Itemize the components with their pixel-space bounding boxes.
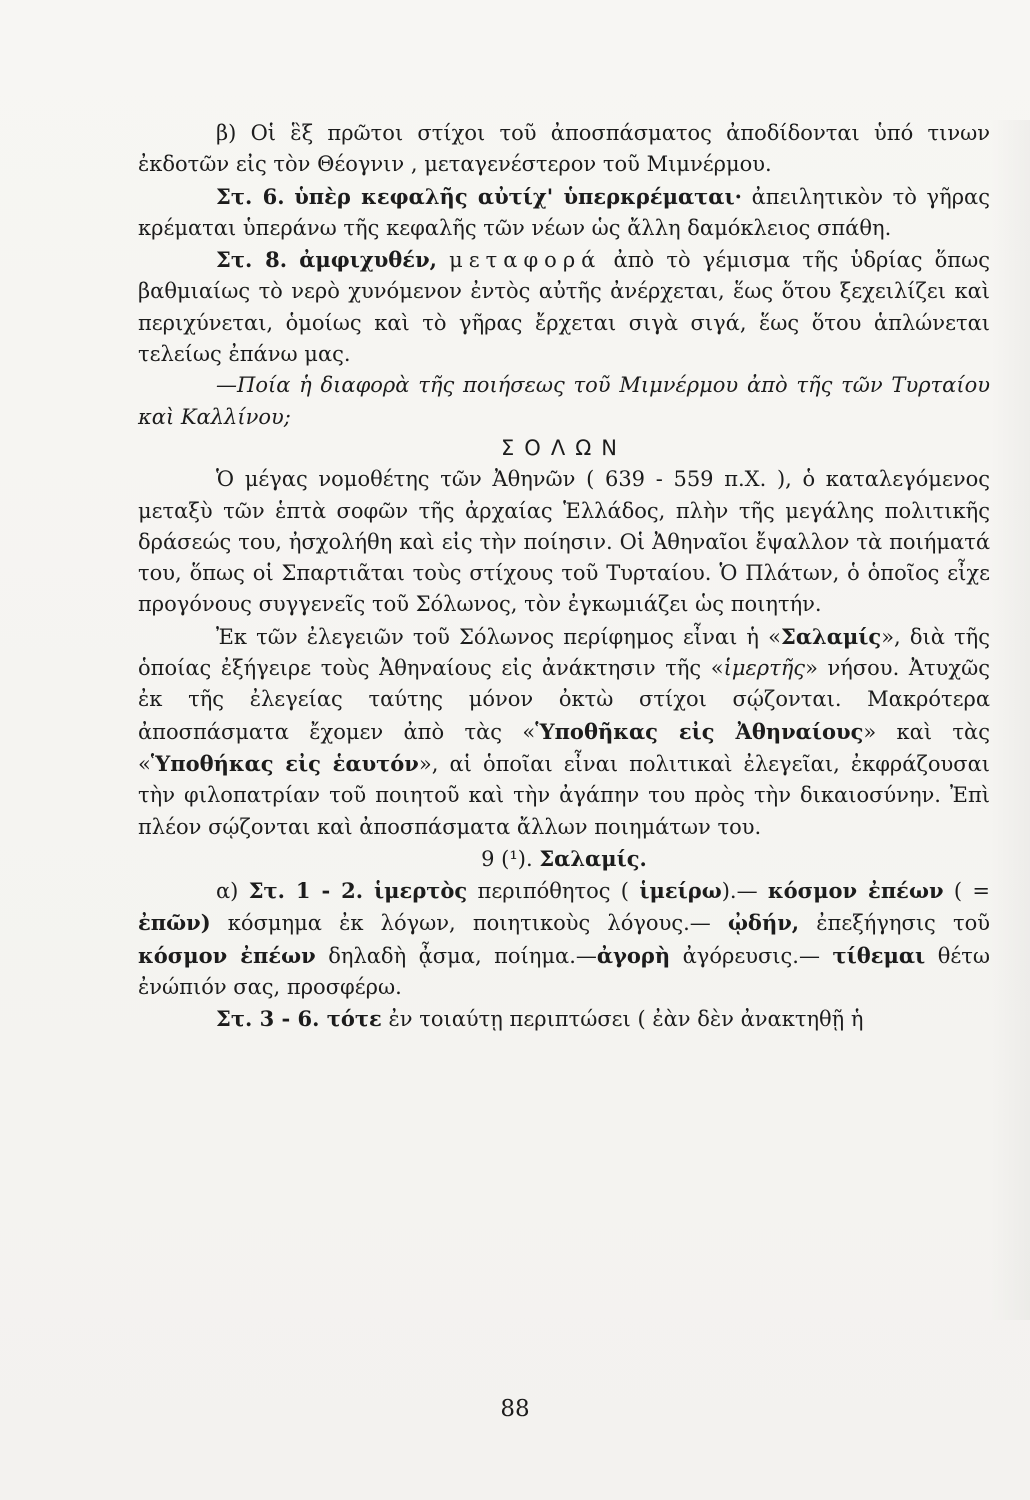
hypothekai-athenians-title: Ὑποθῆκας εἰς Ἀθηναίους	[535, 718, 864, 744]
paragraph-solon-intro	[138, 464, 990, 620]
verse-3-6-gloss: ἐν τοιαύτῃ περιπτώσει ( ἐὰν δὲν ἀνακτηθῇ ἡ	[388, 1007, 864, 1032]
lemma-kosmon-epeon-2: κόσμον ἐπέων	[138, 942, 316, 968]
paragraph-verses-1-2	[138, 875, 990, 1003]
salamis-title: Σαλαμίς	[780, 623, 882, 649]
lemma-oden: ᾠδήν,	[727, 910, 800, 936]
elegies-text-4: » καὶ τὰς «	[138, 719, 990, 776]
gloss-1: περιπόθητος (	[477, 879, 629, 904]
elegies-text-5: », αἱ ὁποῖαι εἶναι πολιτικαὶ ἐλεγεῖαι, ἐκφράζουσαι τὴν φιλοπατρίαν τοῦ ποιητοῦ καὶ τὴν ἀγάπην του πρὸς τὴν δικαιοσύνην. Ἐπὶ πλέον σῴζονται καὶ ἀποσπάσματα ἄλλων ποιημάτων του.	[138, 751, 991, 839]
elegies-text-2: », διὰ τῆς ὁποίας ἐξήγειρε τοὺς Ἀθηναίους εἰς ἀνάκτησιν τῆς «	[138, 624, 990, 681]
gloss-6: δηλαδὴ ᾆσμα, ποίημα.—	[328, 943, 597, 968]
paragraph-note-b	[138, 118, 990, 181]
elegies-text-1: Ἐκ τῶν ἐλεγειῶν τοῦ Σόλωνος περίφημος εἶναι ἡ «	[216, 624, 781, 649]
gloss-7: ἀγόρευσις.—	[682, 943, 820, 968]
lemma-tithemai: τίθεμαι	[832, 942, 926, 968]
elegies-text-3: » νήσου. Ἀτυχῶς ἐκ τῆς ἐλεγείας ταύτης μόνον ὀκτὼ στίχοι σῴζονται. Μακρότερα ἀποσπάσματα ἔχομεν ἀπὸ τὰς «	[138, 656, 990, 744]
gloss-8: θέτω ἐνώπιόν σας, προσφέρω.	[138, 943, 990, 1000]
paragraph-verses-3-6	[138, 1003, 990, 1035]
verse-8-spaced-word: μεταφορά	[449, 248, 602, 273]
note-b-text: β) Οἱ ἓξ πρῶτοι στίχοι τοῦ ἀποσπάσματος ἀποδίδονται ὑπό τινων ἐκδοτῶν εἰς τὸν Θέογνιν , μεταγενέστερον τοῦ Μιμνέρμου.	[138, 121, 990, 177]
verse-8-gloss: ἀπὸ τὸ γέμισμα τῆς ὑδρίας ὅπως βαθμιαίως τὸ νερὸ χυνόμενον ἐντὸς αὐτῆς ἀνέρχεται, ἕως ὅτου ξεχειλίζει καὶ περιχύνεται, ὁμοίως καὶ τὸ γῆρας ἔρχεται σιγὰ σιγά, ἕως ὅτου ἁπλώνεται τελείως ἐπάνω μας.	[138, 248, 990, 367]
paragraph-verse-6	[138, 181, 990, 245]
page-number: 88	[500, 1396, 530, 1422]
verse-8-label: Στ. 8.	[216, 247, 288, 273]
gloss-2: ).—	[721, 879, 758, 904]
paragraph-verse-8	[138, 244, 990, 370]
hypothekai-self-title: Ὑποθήκας εἰς ἑαυτόν	[150, 750, 419, 776]
verse-6-label: Στ. 6.	[216, 183, 285, 209]
verse-3-6-lemma: Στ. 3 - 6. τότε	[216, 1006, 382, 1032]
section-heading-salamis	[138, 843, 990, 875]
item-marker: α)	[216, 879, 239, 904]
section-title: Σαλαμίς.	[539, 845, 647, 871]
lemma-kosmon-epeon: κόσμον ἐπέων	[767, 878, 944, 904]
page-edge-shadow	[990, 120, 1030, 1320]
lemma-himeiro: ἱμείρω	[639, 878, 722, 904]
lemma-epon: ἐπῶν)	[138, 910, 211, 936]
gloss-5: ἐπεξήγησις τοῦ	[816, 911, 990, 936]
section-heading-solon: ΣΟΛΩΝ	[501, 435, 627, 460]
verse-6-gloss: ἀπειλητικὸν τὸ γῆρας κρέμαται ὑπεράνω τῆς κεφαλῆς τῶν νέων ὡς ἄλλη δαμόκλειος σπάθη.	[138, 184, 990, 240]
page-body	[138, 118, 990, 1036]
himertes-word: ἱμερτῆς	[723, 656, 806, 681]
question-text: —Ποία ἡ διαφορὰ τῆς ποιήσεως τοῦ Μιμνέρμου ἀπὸ τῆς τῶν Τυρταίου καὶ Καλλίνου;	[138, 373, 990, 429]
lemma-agore: ἀγορὴ	[596, 942, 671, 968]
question-paragraph	[138, 370, 990, 433]
solon-intro-text: Ὁ μέγας νομοθέτης τῶν Ἀθηνῶν ( 639 - 559 π.Χ. ), ὁ καταλεγόμενος μεταξὺ τῶν ἑπτὰ σοφῶν τῆς ἀρχαίας Ἑλλάδος, πλὴν τῆς μεγάλης πολιτικῆς δράσεώς του, ἠσχολήθη καὶ εἰς τὴν ποίησιν. Οἱ Ἀθηναῖοι ἔψαλλον τὰ ποιήματά του, ὅπως οἱ Σπαρτιᾶται τοὺς στίχους τοῦ Τυρταίου. Ὁ Πλάτων, ὁ ὁποῖος εἶχε προγόνους συγγενεῖς τοῦ Σόλωνος, τὸν ἐγκωμιάζει ὡς ποιητήν.	[138, 467, 990, 617]
verse-1-2-lemma: Στ. 1 - 2. ἱμερτὸς	[248, 878, 468, 904]
verse-8-lemma: ἀμφιχυθέν,	[299, 247, 437, 273]
gloss-3: ( =	[953, 879, 990, 904]
section-number: 9 (¹).	[481, 846, 533, 871]
gloss-4: κόσμημα ἐκ λόγων, ποιητικοὺς λόγους.—	[227, 911, 711, 936]
paragraph-elegies	[138, 621, 990, 843]
verse-6-lemma: ὑπὲρ κεφαλῆς αὐτίχ' ὑπερκρέμαται·	[294, 183, 742, 209]
